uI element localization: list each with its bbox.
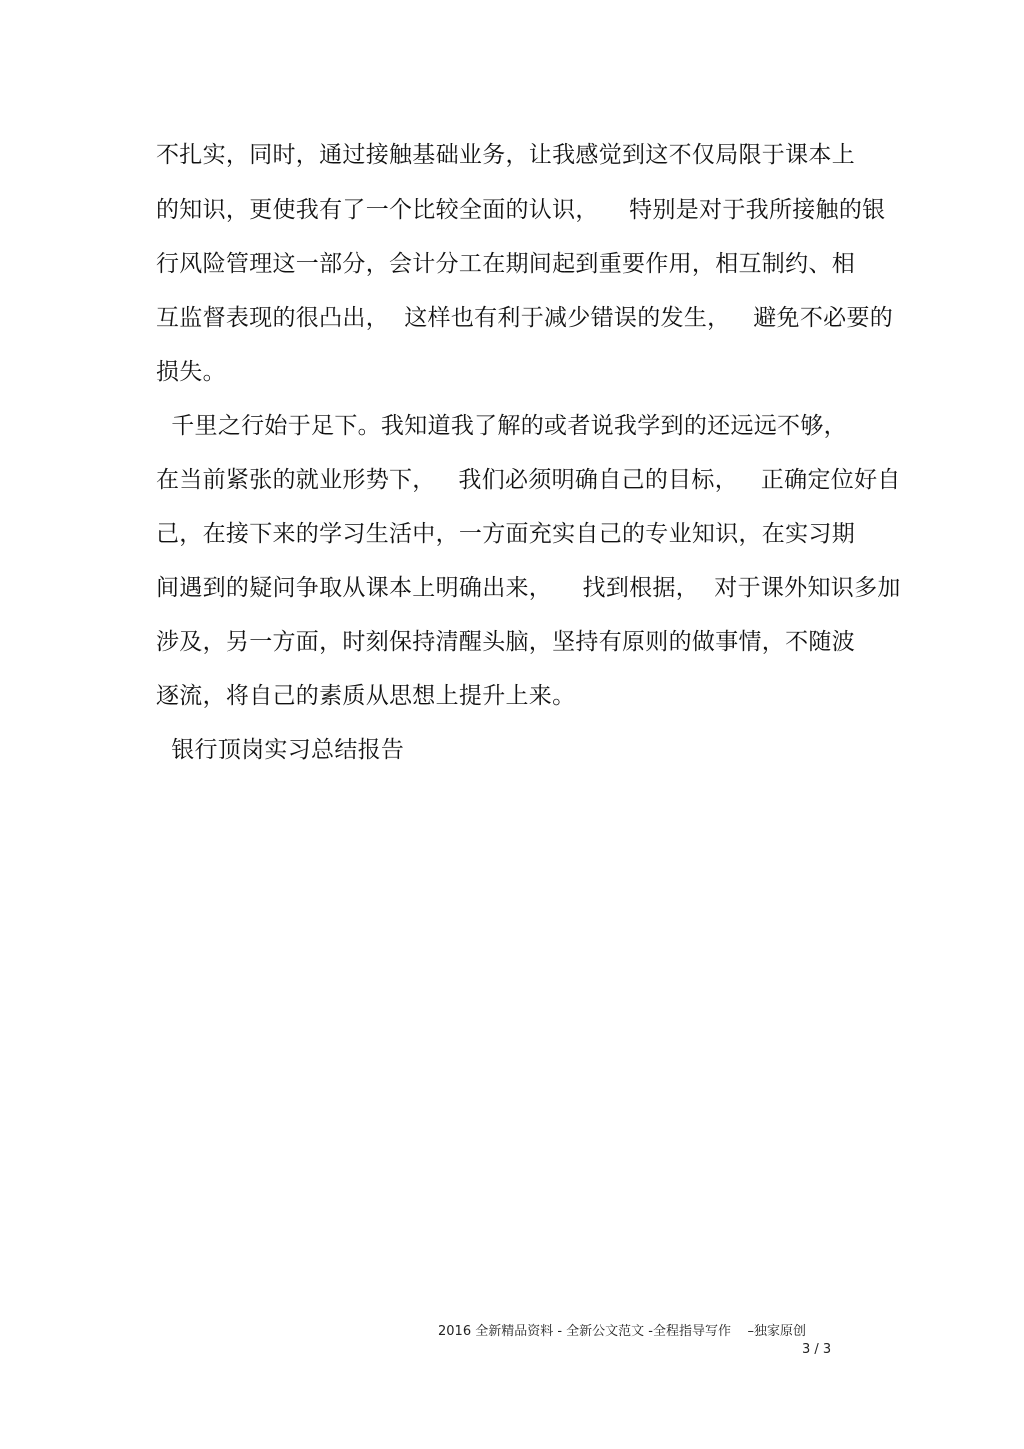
body-line-5: 损失。 <box>156 359 226 385</box>
body-line-12: 银行顶岗实习总结报告 <box>156 737 405 763</box>
body-line-7: 在当前紧张的就业形势下， 我们必须明确自己的目标， 正确定位好自 <box>156 467 901 493</box>
body-line-4: 互监督表现的很凸出， 这样也有利于减少错误的发生， 避免不必要的 <box>156 305 894 331</box>
body-line-11: 逐流，将自己的素质从思想上提升上来。 <box>156 683 576 709</box>
body-line-2: 的知识，更使我有了一个比较全面的认识， 特别是对于我所接触的银 <box>156 197 886 223</box>
body-line-6: 千里之行始于足下。我知道我了解的或者说我学到的还远远不够， <box>156 413 847 439</box>
body-line-10: 涉及，另一方面，时刻保持清醒头脑，坚持有原则的做事情，不随波 <box>156 629 855 655</box>
body-line-9: 间遇到的疑问争取从课本上明确出来， 找到根据， 对于课外知识多加 <box>156 575 901 601</box>
footer-text: 2016 全新精品资料 - 全新公文范文 -全程指导写作 –独家原创 <box>438 1324 807 1339</box>
page-number: 3 / 3 <box>802 1342 832 1357</box>
body-line-1: 不扎实，同时，通过接触基础业务，让我感觉到这不仅局限于课本上 <box>156 142 855 168</box>
body-line-8: 己，在接下来的学习生活中，一方面充实自己的专业知识，在实习期 <box>156 521 855 547</box>
body-line-3: 行风险管理这一部分，会计分工在期间起到重要作用，相互制约、相 <box>156 251 855 277</box>
